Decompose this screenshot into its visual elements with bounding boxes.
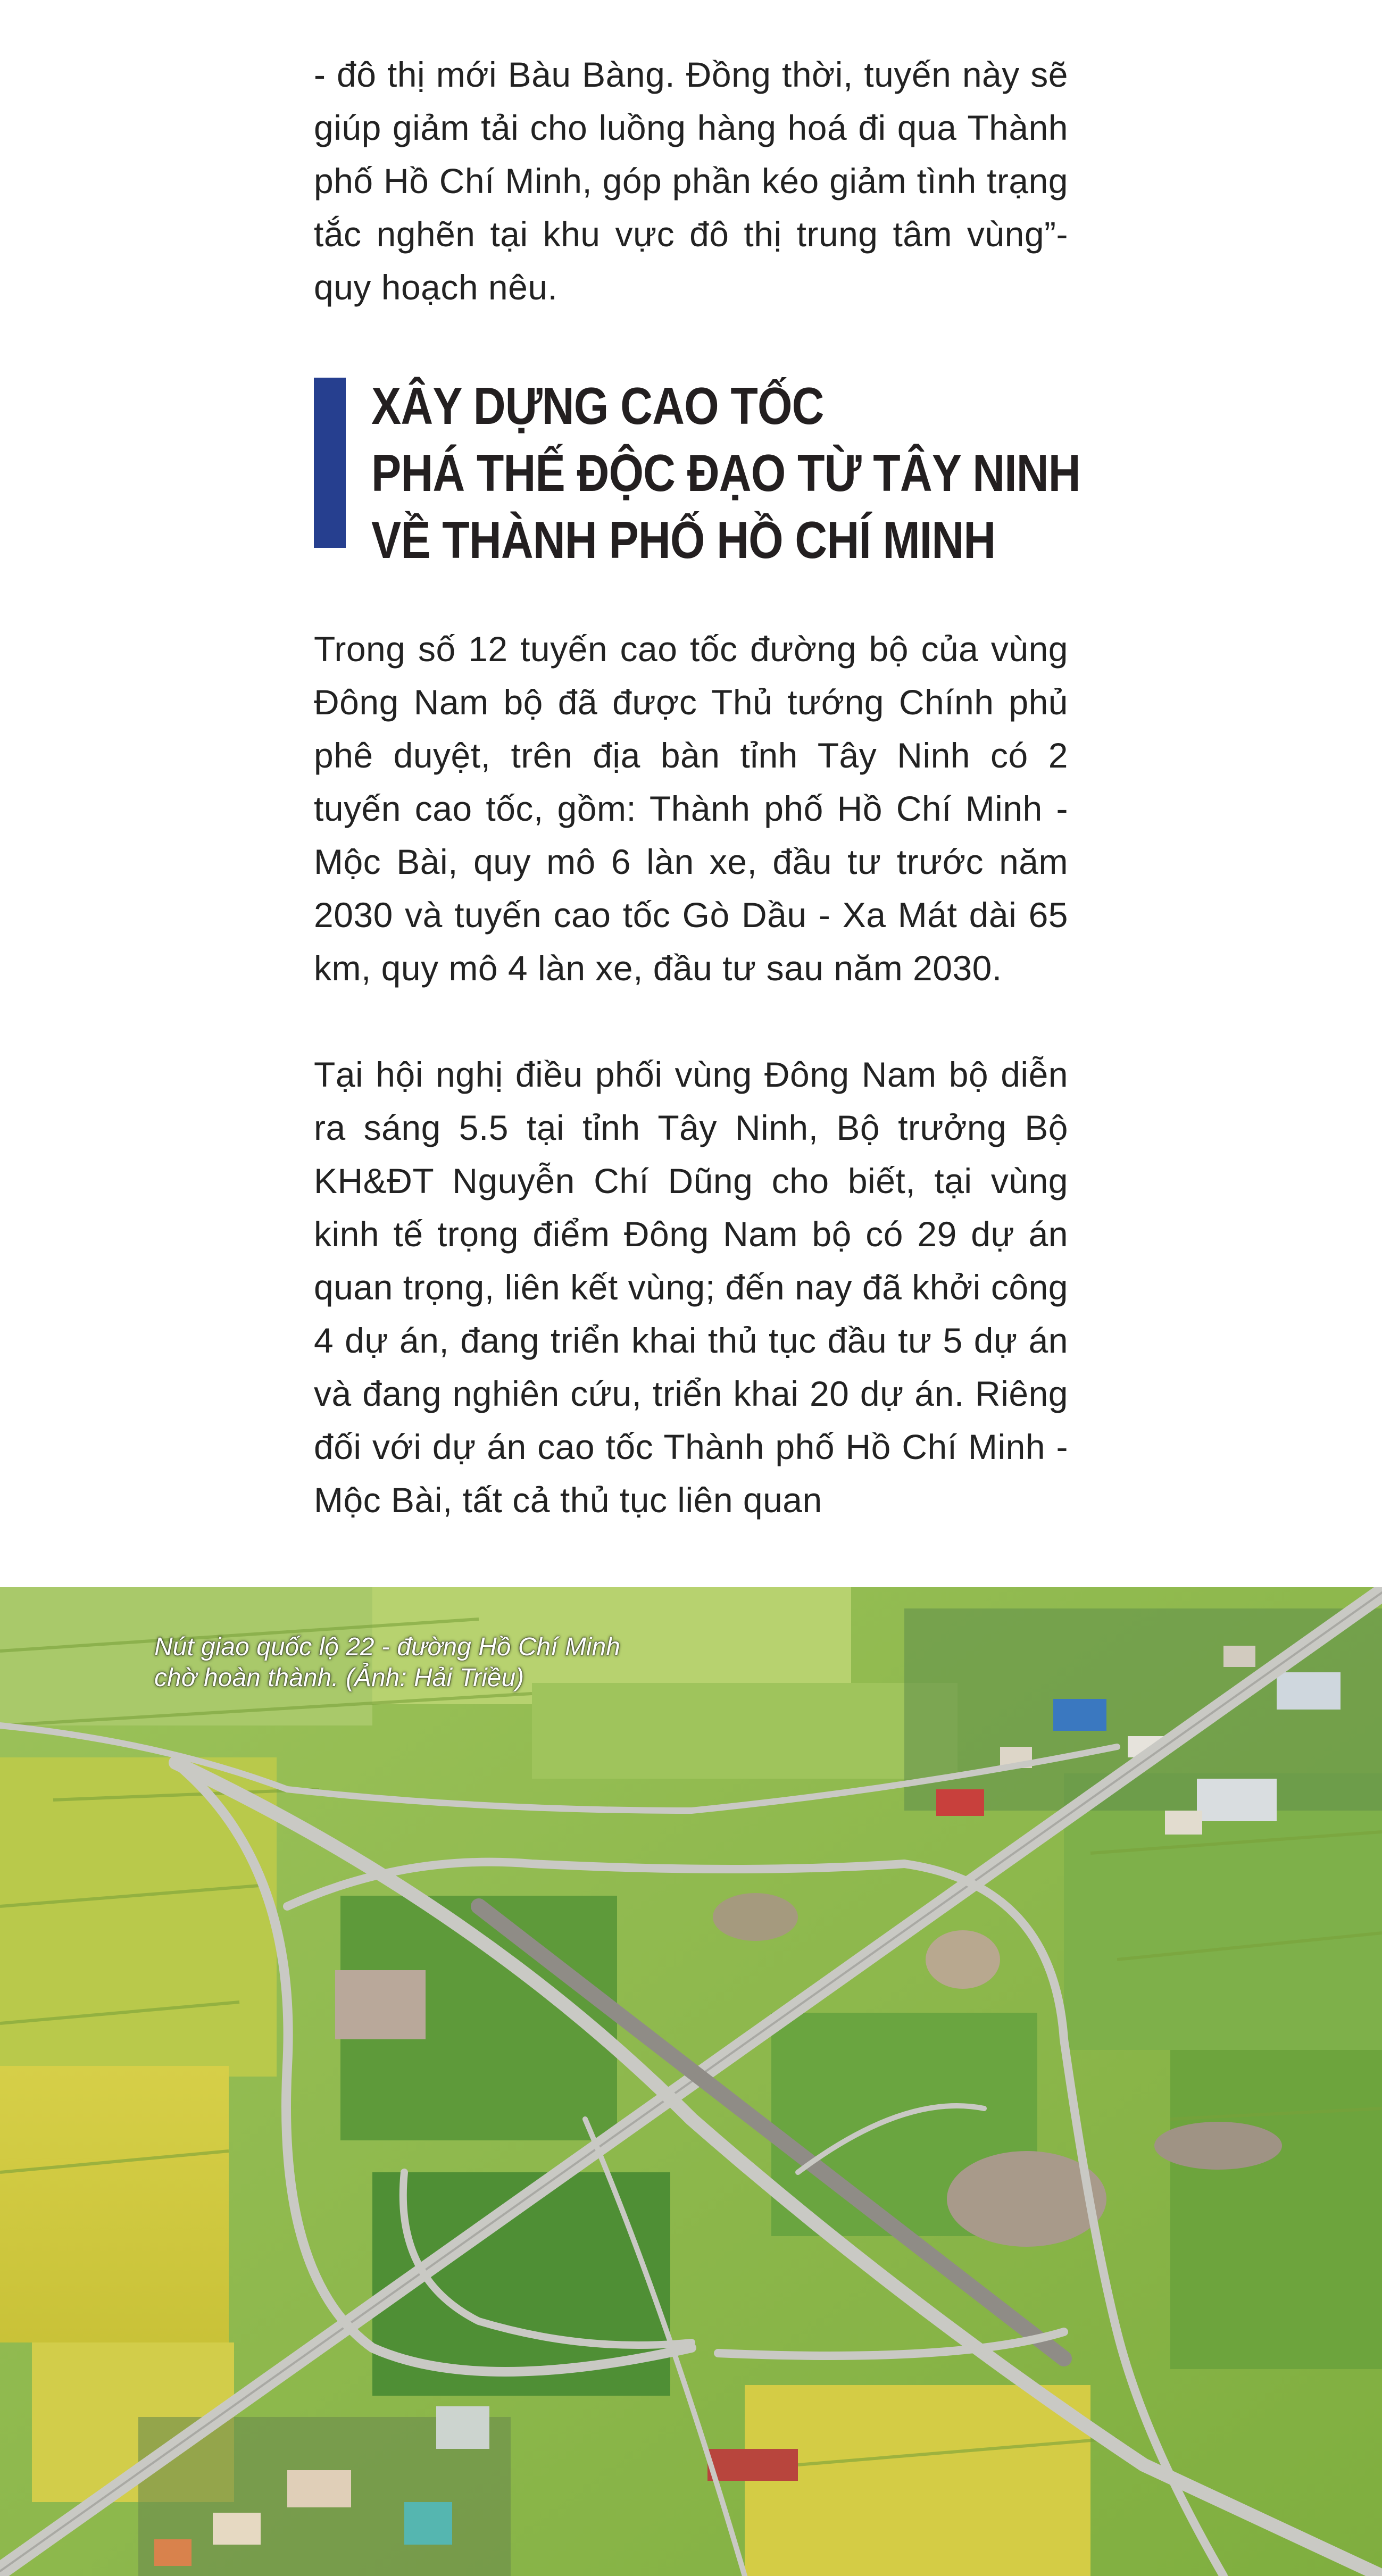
heading-line: VỀ THÀNH PHỐ HỒ CHÍ MINH [371, 511, 996, 569]
photo-caption [154, 1632, 739, 1694]
heading-title [371, 372, 1080, 573]
section-heading [314, 372, 1080, 569]
caption-line: Nút giao quốc lộ 22 - đường Hồ Chí Minh [154, 1633, 620, 1661]
heading-accent-bar [314, 378, 346, 548]
heading-line: XÂY DỰNG CAO TỐC [371, 377, 824, 435]
paragraph: Trong số 12 tuyến cao tốc đường bộ của vùng Đông Nam bộ đã được Thủ tướng Chính phủ phê duyệt, trên địa bàn tỉnh Tây Ninh có 2 tuyến cao tốc, gồm: Thành phố Hồ Chí Minh - Mộc Bài, quy mô 6 làn xe, đầu tư trước năm 2030 và tuyến cao tốc Gò Dầu - Xa Mát dài 65 km, quy mô 4 làn xe, đầu tư sau năm 2030. [314, 629, 1068, 988]
paragraph: - đô thị mới Bàu Bàng. Đồng thời, tuyến này sẽ giúp giảm tải cho luồng hàng hoá đi qua Thành phố Hồ Chí Minh, góp phần kéo giảm tình trạng tắc nghẽn tại khu vực đô thị trung tâm vùng”- quy hoạch nêu. [314, 55, 1068, 307]
heading-line: PHÁ THẾ ĐỘC ĐẠO TỪ TÂY NINH [371, 444, 1080, 502]
caption-line: chờ hoàn thành. (Ảnh: Hải Triều) [154, 1664, 525, 1692]
aerial-interchange-photo [0, 1587, 1382, 2576]
paragraph: Tại hội nghị điều phối vùng Đông Nam bộ diễn ra sáng 5.5 tại tỉnh Tây Ninh, Bộ trưởng Bộ KH&ĐT Nguyễn Chí Dũng cho biết, tại vùng kinh tế trọng điểm Đông Nam bộ có 29 dự án quan trọng, liên kết vùng; đến nay đã khởi công 4 dự án, đang triển khai thủ tục đầu tư 5 dự án và đang nghiên cứu, triển khai 20 dự án. Riêng đối với dự án cao tốc Thành phố Hồ Chí Minh - Mộc Bài, tất cả thủ tục liên quan [314, 1055, 1068, 1520]
